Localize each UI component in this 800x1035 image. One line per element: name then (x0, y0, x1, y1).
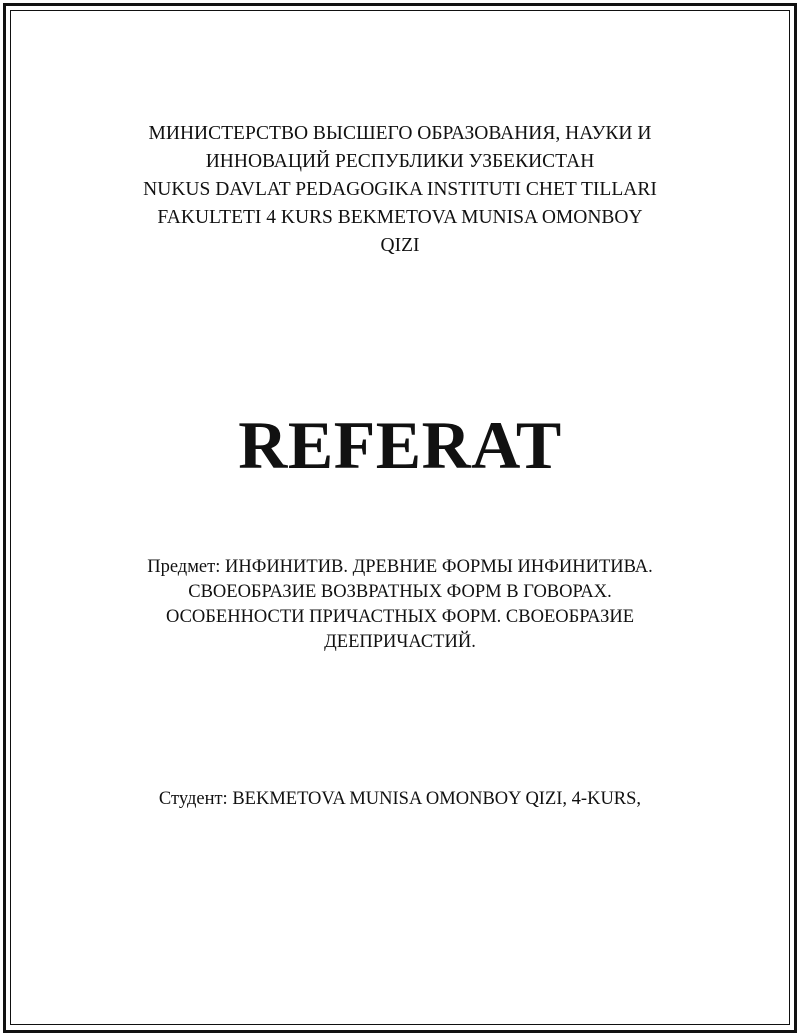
header-line: QIZI (380, 235, 420, 256)
header-line: FAKULTETI 4 KURS BEKMETOVA MUNISA OMONBOY (157, 207, 643, 228)
document-title: REFERAT (238, 407, 562, 483)
header-line: NUKUS DAVLAT PEDAGOGIKA INSTITUTI CHET TILLARI (143, 179, 657, 200)
institution-header (0, 120, 800, 260)
subject-line: ДЕЕПРИЧАСТИЙ. (324, 632, 476, 652)
header-line: ИННОВАЦИЙ РЕСПУБЛИКИ УЗБЕКИСТАН (205, 151, 595, 172)
subject-line: Предмет: ИНФИНИТИВ. ДРЕВНИЕ ФОРМЫ ИНФИНИТИВА. (147, 557, 653, 577)
header-line: МИНИСТЕРСТВО ВЫСШЕГО ОБРАЗОВАНИЯ, НАУКИ И (148, 123, 652, 144)
student-line: Студент: BEKMETOVA MUNISA OMONBOY QIZI, 4-KURS, (158, 789, 642, 809)
subject-line: ОСОБЕННОСТИ ПРИЧАСТНЫХ ФОРМ. СВОЕОБРАЗИЕ (166, 607, 634, 627)
subject-block (0, 555, 800, 655)
subject-line: СВОЕОБРАЗИЕ ВОЗВРАТНЫХ ФОРМ В ГОВОРАХ. (188, 582, 612, 602)
